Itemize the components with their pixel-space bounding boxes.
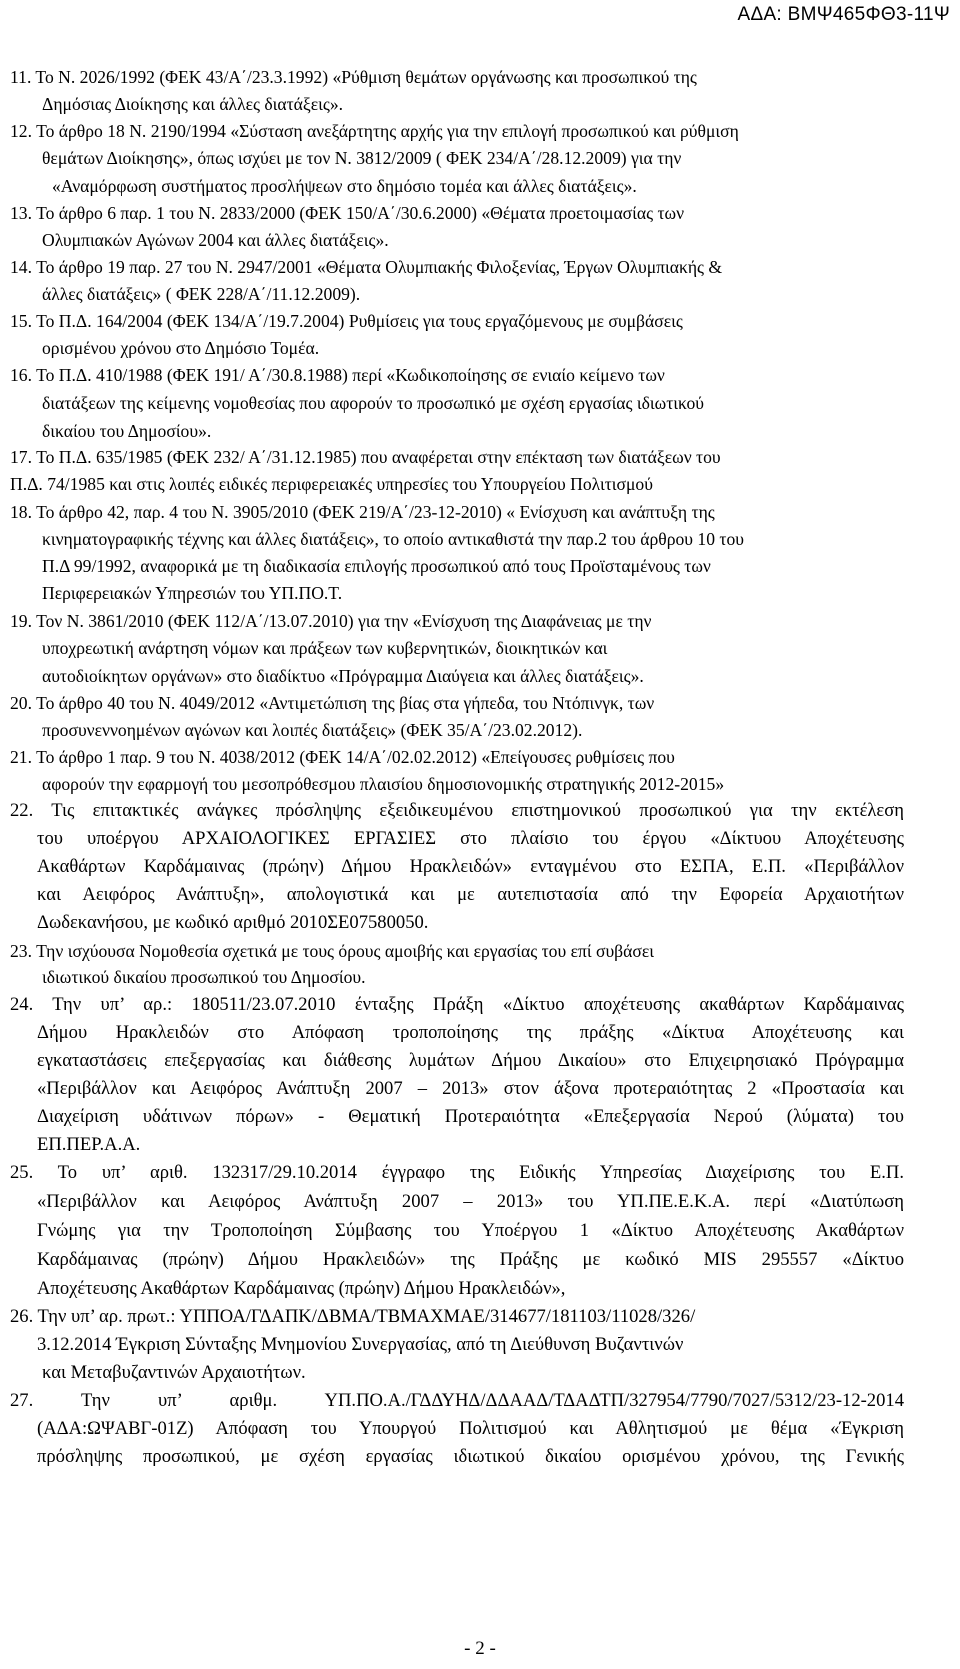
text-line: αυτοδιοίκητων οργάνων» στο διαδίκτυο «Πρόγραμμα Διαύγεια και άλλες διατάξεις». [42,666,644,686]
text-line: προσυνεννοημένων αγώνων και λοιπές διατάξεις» (ΦΕΚ 35/Α΄/23.02.2012). [42,720,583,740]
text-line: 11. Το Ν. 2026/1992 (ΦΕΚ 43/Α΄/23.3.1992) «Ρύθμιση θεμάτων οργάνωσης και προσωπικού της [10,67,697,87]
text-line: ορισμένου χρόνου στο Δημόσιο Τομέα. [42,338,320,358]
text-line: εγκαταστάσεις επεξεργασίας και διάθεσης λυμάτων Δήμου Δικαίου» στο Επιχειρησιακό Πρόγραμμα [37,1050,904,1071]
text-line: 17. Το Π.Δ. 635/1985 (ΦΕΚ 232/ Α΄/31.12.1985) που αναφέρεται στην επέκταση των διατάξεων του [10,447,721,467]
text-line: υποχρεωτική ανάρτηση νόμων και πράξεων των κυβερνητικών, διοικητικών και [42,638,608,658]
text-line: ιδιωτικού δικαίου προσωπικού του Δημοσίου. [42,967,366,987]
text-line: Π.Δ. 74/1985 και στις λοιπές ειδικές περιφερειακές υπηρεσίες του Υπουργείου Πολιτισμού [10,474,653,494]
text-line: 24. Την υπ’ αρ.: 180511/23.07.2010 ένταξης Πράξη «Δίκτυο αποχέτευσης ακαθάρτων Καρδάμαινας [10,994,904,1015]
text-line: Π.Δ 99/1992, αναφορικά με τη διαδικασία επιλογής προσωπικού από τους Προϊσταμένους των [42,556,711,576]
text-line: Ακαθάρτων Καρδάμαινας (πρώην) Δήμου Ηρακλειδών» ενταγμένου στο ΕΣΠΑ, Ε.Π. «Περιβάλλον [37,856,904,877]
text-line: «Περιβάλλον και Αειφόρος Ανάπτυξη 2007 – 2013» στον άξονα προτεραιότητας 2 «Προστασία και [37,1078,904,1099]
text-line: Ολυμπιακών Αγώνων 2004 και άλλες διατάξεις». [42,230,389,250]
text-line: ΕΠ.ΠΕΡ.Α.Α. [37,1134,141,1155]
text-line: πρόσληψης προσωπικού, με σχέση εργασίας ιδιωτικού δικαίου ορισμένου χρόνου, της Γενικής [37,1446,904,1467]
text-line: «Αναμόρφωση συστήματος προσλήψεων στο δημόσιο τομέα και άλλες διατάξεις». [52,176,637,196]
text-line: Δημόσιας Διοίκησης και άλλες διατάξεις». [42,94,344,114]
text-line: άλλες διατάξεις» ( ΦΕΚ 228/Α΄/11.12.2009). [42,284,361,304]
text-line: 21. Το άρθρο 1 παρ. 9 του Ν. 4038/2012 (ΦΕΚ 14/Α΄/02.02.2012) «Επείγουσες ρυθμίσεις που [10,747,675,767]
text-line: Γνώμης για την Τροποποίηση Σύμβασης του Υποέργου 1 «Δίκτυο Αποχέτευσης Ακαθάρτων [37,1220,904,1241]
text-line: Δήμου Ηρακλειδών στο Απόφαση τροποποίησης της πράξης «Δίκτυα Αποχέτευσης και [37,1022,904,1043]
text-line: Διαχείριση υδάτινων πόρων» - Θεματική Προτεραιότητα «Επεξεργασία Νερού (λύματα) του [37,1106,904,1127]
text-line: θεμάτων Διοίκησης», όπως ισχύει με τον Ν. 3812/2009 ( ΦΕΚ 234/Α΄/28.12.2009) για την [42,148,682,168]
text-line: 15. Το Π.Δ. 164/2004 (ΦΕΚ 134/Α΄/19.7.2004) Ρυθμίσεις για τους εργαζόμενους με συμβάσεις [10,311,683,331]
text-line: και Μεταβυζαντινών Αρχαιοτήτων. [42,1362,306,1383]
text-line: Περιφερειακών Υπηρεσιών του ΥΠ.ΠΟ.Τ. [42,583,343,603]
text-line: 19. Τον Ν. 3861/2010 (ΦΕΚ 112/Α΄/13.07.2010) για την «Ενίσχυση της Διαφάνειας με την [10,611,652,631]
page-number: - 2 - [464,1638,496,1659]
text-line: κινηματογραφικής τέχνης και άλλες διατάξεις», το οποίο αντικαθιστά την παρ.2 του άρθρου 10 του [42,529,744,549]
text-line: αφορούν την εφαρμογή του μεσοπρόθεσμου πλαισίου δημοσιονομικής στρατηγικής 2012-2015» [42,774,725,794]
text-line: 14. Το άρθρο 19 παρ. 27 του Ν. 2947/2001 «Θέματα Ολυμπιακής Φιλοξενίας, Έργων Ολυμπιακής & [10,257,723,277]
text-line: 12. Το άρθρο 18 Ν. 2190/1994 «Σύσταση ανεξάρτητης αρχής για την επιλογή προσωπικού και ρύθμιση [10,121,739,141]
text-line: 16. Το Π.Δ. 410/1988 (ΦΕΚ 191/ Α΄/30.8.1988) περί «Κωδικοποίησης σε ενιαίο κείμενο των [10,365,665,385]
text-line: 22. Τις επιτακτικές ανάγκες πρόσληψης εξειδικευμένου επιστημονικού προσωπικού για την εκτέλεση [10,800,904,821]
text-line: 23. Την ισχύουσα Νομοθεσία σχετικά με τους όρους αμοιβής και εργασίας του επί συβάσει [10,941,654,961]
text-line: 20. Το άρθρο 40 του Ν. 4049/2012 «Αντιμετώπιση της βίας στα γήπεδα, του Ντόπινγκ, των [10,693,655,713]
text-line: Καρδάμαινας (πρώην) Δήμου Ηρακλειδών» της Πράξης με κωδικό MIS 295557 «Δίκτυο [37,1249,904,1270]
text-line: 26. Την υπ’ αρ. πρωτ.: ΥΠΠΟΑ/ΓΔΑΠΚ/ΔΒΜΑ/ΤΒΜΑΧΜΑΕ/314677/181103/11028/326/ [10,1306,696,1327]
text-line: διατάξεων της κείμενης νομοθεσίας που αφορούν το προσωπικό με σχέση εργασίας ιδιωτικού [42,393,705,413]
text-line: και Αειφόρος Ανάπτυξη», απολογιστικά και με αυτεπιστασία από την Εφορεία Αρχαιοτήτων [37,884,904,905]
ada-code: ΑΔΑ: ΒΜΨ465ΦΘ3-11Ψ [737,4,950,25]
text-line: 18. Το άρθρο 42, παρ. 4 του Ν. 3905/2010 (ΦΕΚ 219/Α΄/23-12-2010) « Ενίσχυση και ανάπτυξη της [10,502,715,522]
text-line: «Περιβάλλον και Αειφόρος Ανάπτυξη 2007 – 2013» του ΥΠ.ΠΕ.Ε.Κ.Α. περί «Διατύπωση [37,1191,904,1212]
text-line: (ΑΔΑ:ΩΨΑΒΓ-01Ζ) Απόφαση του Υπουργού Πολιτισμού και Αθλητισμού με θέμα «Έγκριση [37,1418,904,1439]
text-line: 3.12.2014 Έγκριση Σύνταξης Μνημονίου Συνεργασίας, από τη Διεύθυνση Βυζαντινών [37,1334,684,1355]
text-line: Δωδεκανήσου, με κωδικό αριθμό 2010ΣΕ07580050. [37,912,429,933]
text-line: του υποέργου ΑΡΧΑΙΟΛΟΓΙΚΕΣ ΕΡΓΑΣΙΕΣ στο πλαίσιο του έργου «Δίκτυου Αποχέτευσης [37,828,904,849]
text-line: 27. Την υπ’ αριθμ. ΥΠ.ΠΟ.Α./ΓΔΔΥΗΔ/ΔΔΑΑΔ/ΤΔΑΔΤΠ/327954/7790/7027/5312/23-12-2014 [10,1390,904,1411]
text-line: Αποχέτευσης Ακαθάρτων Καρδάμαινας (πρώην) Δήμου Ηρακλειδών», [37,1278,566,1299]
text-line: δικαίου του Δημοσίου». [42,421,212,441]
text-line: 13. Το άρθρο 6 παρ. 1 του Ν. 2833/2000 (ΦΕΚ 150/Α΄/30.6.2000) «Θέματα προετοιμασίας των [10,203,685,223]
text-line: 25. Το υπ’ αριθ. 132317/29.10.2014 έγγραφο της Ειδικής Υπηρεσίας Διαχείρισης του Ε.Π. [10,1162,904,1183]
